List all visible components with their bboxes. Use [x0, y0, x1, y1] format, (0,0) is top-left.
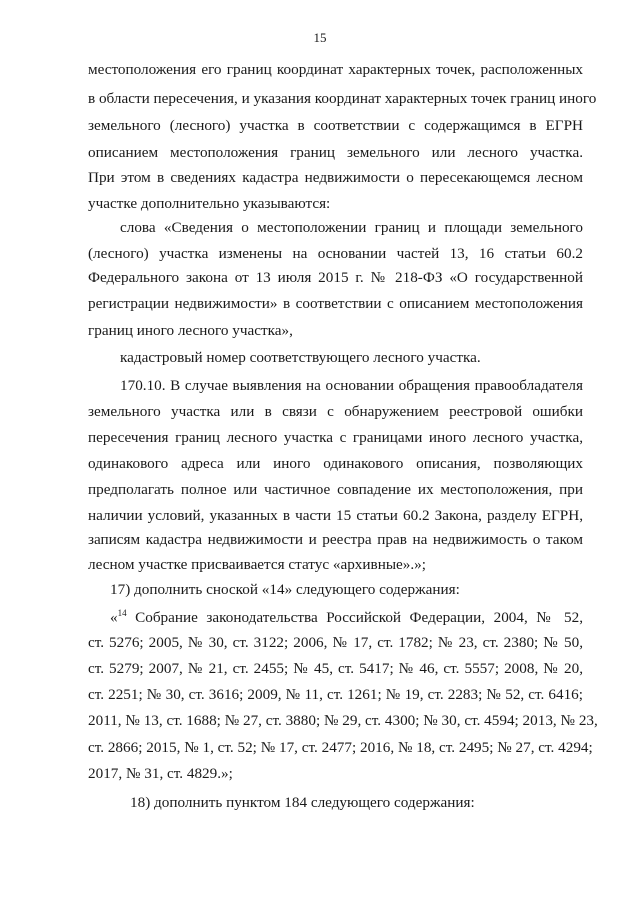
text-line: участке дополнительно указываются: [88, 195, 331, 212]
text-line: ст. 5279; 2007, № 21, ст. 2455; № 45, ст. 5417; № 46, ст. 5557; 2008, № 20, [88, 660, 583, 677]
text-line: ст. 2251; № 30, ст. 3616; 2009, № 11, ст. 1261; № 19, ст. 2283; № 52, ст. 6416; [88, 686, 583, 703]
text-line: регистрации недвижимости» в соответствии с описанием местоположения [88, 295, 583, 312]
text-line: местоположения его границ координат характерных точек, расположенных [88, 61, 583, 78]
open-quote: « [110, 609, 118, 626]
text-line: При этом в сведениях кадастра недвижимости о пересекающемся лесном [88, 169, 583, 186]
text-line: (лесного) участка изменены на основании частей 13, 16 статьи 60.2 [88, 245, 583, 262]
text-line: 2017, № 31, ст. 4829.»; [88, 765, 233, 782]
text-line: лесном участке присваивается статус «архивные».»; [88, 556, 426, 573]
text-line: пересечения границ лесного участка с границами иного лесного участка, [88, 429, 583, 446]
text-line: границ иного лесного участка», [88, 322, 293, 339]
text-line: записям кадастра недвижимости и реестра прав на недвижимость о таком [88, 531, 583, 548]
text-line: земельного (лесного) участка в соответствии с содержащимся в ЕГРН [88, 117, 583, 134]
text-line: 170.10. В случае выявления на основании обращения правообладателя [120, 377, 583, 394]
text-line: Собрание законодательства Российской Федерации, 2004, № 52, [135, 609, 583, 626]
text-line: 17) дополнить сноской «14» следующего содержания: [110, 581, 460, 598]
text-line: 2011, № 13, ст. 1688; № 27, ст. 3880; № 29, ст. 4300; № 30, ст. 4594; 2013, № 23, [88, 712, 598, 729]
text-line: ст. 2866; 2015, № 1, ст. 52; № 17, ст. 2477; 2016, № 18, ст. 2495; № 27, ст. 4294; [88, 739, 593, 756]
text-line: земельного участка или в связи с обнаружением реестровой ошибки [88, 403, 583, 420]
text-line: предполагать полное или частичное совпадение их местоположения, при [88, 481, 583, 498]
text-line: наличии условий, указанных в части 15 статьи 60.2 Закона, разделу ЕГРН, [88, 507, 583, 524]
text-line: 18) дополнить пунктом 184 следующего содержания: [130, 794, 475, 811]
text-line: ст. 5276; 2005, № 30, ст. 3122; 2006, № 17, ст. 1782; № 23, ст. 2380; № 50, [88, 634, 583, 651]
text-line: в области пересечения, и указания координат характерных точек границ иного [88, 90, 597, 107]
text-line: кадастровый номер соответствующего лесного участка. [120, 349, 481, 366]
page-number: 15 [313, 30, 327, 45]
footnote-first-line [110, 609, 583, 625]
text-line: одинакового адреса или иного одинакового описания, позволяющих [88, 455, 583, 472]
text-line: описанием местоположения границ земельного или лесного участка. [88, 144, 583, 161]
text-line: слова «Сведения о местоположении границ и площади земельного [120, 219, 583, 236]
text-line: Федерального закона от 13 июля 2015 г. № 218-ФЗ «О государственной [88, 269, 583, 286]
footnote-marker: 14 [117, 608, 127, 618]
